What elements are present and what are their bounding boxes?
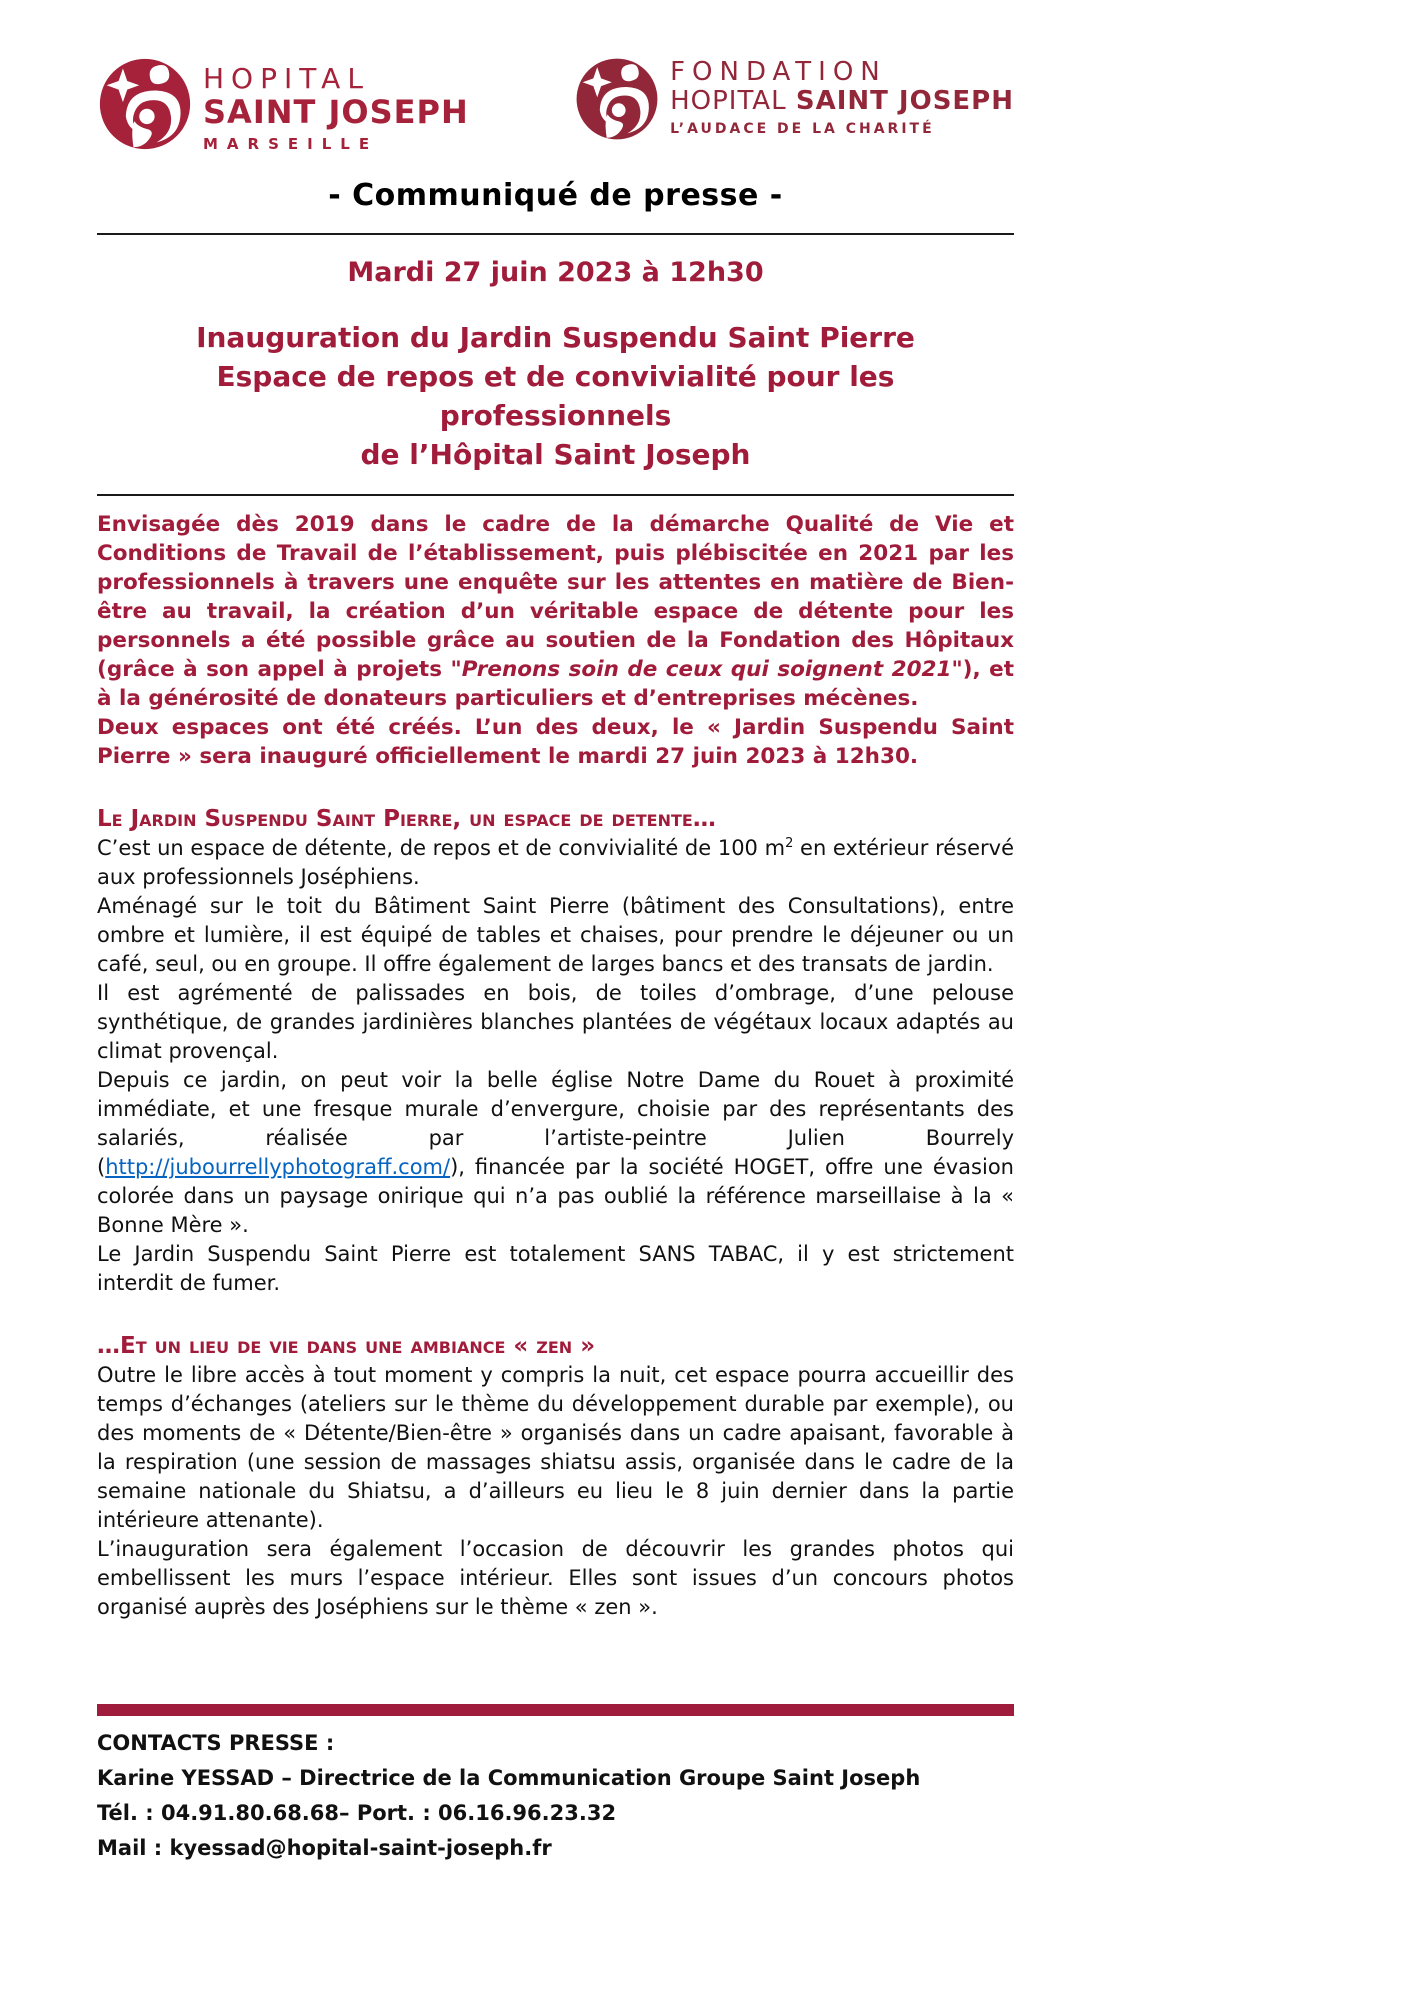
- kicker-title: - Communiqué de presse -: [328, 178, 783, 213]
- section-garden: [97, 805, 1014, 1298]
- garden-paragraph-3: Il est agrémenté de palissades en bois, de toiles d’ombrage, d’une pelouse synthétique, de grandes jardinières blanches plantées de végétaux locaux adaptés au climat provençal.: [97, 981, 1014, 1063]
- lead-p1-text-a: Envisagée dès 2019 dans le cadre de la démarche Qualité de Vie et Conditions de Travail de l’établissement, puis plébiscitée en 2021 par les professionnels à travers une enquête sur les attentes en matière de Bien-être au travail, la création d’un véritable espace de détente pour les personnels a été possible grâce au soutien de la Fondation des Hôpitaux (grâce à son appel à projets ": [97, 512, 1014, 682]
- hospital-logo-line2: SAINT JOSEPH: [203, 93, 469, 131]
- contacts-text: [97, 1726, 1014, 1866]
- hospital-logo-text: [203, 56, 469, 156]
- artist-website-link[interactable]: http://jubourrellyphotograff.com/: [105, 1155, 451, 1179]
- garden-p4-text-a: Depuis ce jardin, on peut voir la belle église Notre Dame du Rouet à proximité immédiate, et une fresque murale d’envergure, choisie par des représentants des salariés, réalisée par l’artiste-peintre Julien Bourrely (: [97, 1068, 1014, 1179]
- garden-p1-text-a: C’est un espace de détente, de repos et de convivialité de 100 m: [97, 836, 786, 860]
- fondation-logo-saint-joseph: SAINT JOSEPH: [795, 86, 1014, 116]
- contacts-heading: CONTACTS PRESSE :: [97, 1731, 335, 1755]
- fondation-logo-line1: FONDATION: [670, 57, 887, 87]
- divider-headline: [97, 494, 1014, 496]
- garden-p1-text-b: en extérieur réservé aux professionnels Joséphiens.: [97, 836, 1014, 889]
- divider-top: [97, 233, 1014, 235]
- lead-paragraphs: [97, 510, 1014, 771]
- lead-p1-italic: Prenons soin de ceux qui soignent 2021: [461, 657, 952, 682]
- main-title-line1: Inauguration du Jardin Suspendu Saint Pierre: [196, 321, 915, 354]
- hospital-logo-line1: HOPITAL: [203, 62, 370, 95]
- lead-paragraph-2: Deux espaces ont été créés. L’un des deux, le « Jardin Suspendu Saint Pierre » sera inauguré officiellement le mardi 27 juin 2023 à 12h30.: [97, 715, 1014, 769]
- contact-name: Karine YESSAD – Directrice de la Communication Groupe Saint Joseph: [97, 1766, 921, 1790]
- contact-email: Mail : kyessad@hopital-saint-joseph.fr: [97, 1836, 552, 1860]
- section-garden-body: [97, 834, 1014, 1298]
- fondation-logo-tagline: L’AUDACE DE LA CHARITÉ: [670, 121, 935, 137]
- garden-p1-superscript: 2: [785, 836, 794, 851]
- garden-p4-text-b: ), financée par la société HOGET, offre une évasion colorée dans un paysage onirique qui n’a pas oublié la référence marseillaise à la « Bonne Mère ».: [97, 1155, 1014, 1237]
- zen-paragraph-2: L’inauguration sera également l’occasion de découvrir les grandes photos qui embellissent les murs l’espace intérieur. Elles sont issues d’un concours photos organisé auprès des Joséphiens sur le thème « zen ».: [97, 1537, 1014, 1619]
- press-contacts: [97, 1704, 1014, 1866]
- section-zen-body: [97, 1361, 1014, 1622]
- main-title-line2: Espace de repos et de convivialité pour les professionnels: [216, 360, 895, 432]
- section-zen-heading: …Et un lieu de vie dans une ambiance « zen »: [97, 1333, 596, 1359]
- contact-phones: Tél. : 04.91.80.68.68– Port. : 06.16.96.23.32: [97, 1801, 617, 1825]
- hospital-logo-city: MARSEILLE: [203, 135, 379, 153]
- fondation-logo-line2: [670, 86, 1014, 116]
- fondation-logo-icon: [574, 56, 660, 142]
- document-content: [97, 0, 1014, 1866]
- garden-paragraph-4: [97, 1066, 1014, 1240]
- zen-paragraph-1: Outre le libre accès à tout moment y compris la nuit, cet espace pourra accueillir des temps d’échanges (ateliers sur le thème du développement durable par exemple), ou des moments de « Détente/Bien-être » organisés dans un cadre apaisant, favorable à la respiration (une session de massages shiatsu assis, organisée dans le cadre de la semaine nationale du Shiatsu, a d’ailleurs eu lieu le 8 juin dernier dans la partie intérieure attenante).: [97, 1363, 1014, 1532]
- main-title: [97, 318, 1014, 474]
- section-garden-heading: Le Jardin Suspendu Saint Pierre, un espace de detente…: [97, 806, 716, 832]
- fondation-logo-text: [670, 56, 1014, 140]
- event-date-heading: Mardi 27 juin 2023 à 12h30: [347, 257, 764, 288]
- hospital-logo-icon: [97, 56, 193, 152]
- contacts-divider-bar: [97, 1704, 1014, 1716]
- fondation-logo-hopital: HOPITAL: [670, 86, 787, 116]
- garden-paragraph-5: Le Jardin Suspendu Saint Pierre est totalement SANS TABAC, il y est strictement interdit de fumer.: [97, 1242, 1014, 1295]
- hospital-saint-joseph-logo: [97, 56, 469, 156]
- lead-p1-text-b: "), et à la générosité de donateurs particuliers et d’entreprises mécènes.: [97, 657, 1015, 711]
- section-zen: [97, 1332, 1014, 1622]
- garden-paragraph-2: Aménagé sur le toit du Bâtiment Saint Pierre (bâtiment des Consultations), entre ombre et lumière, il est équipé de tables et chaises, pour prendre le déjeuner ou un café, seul, ou en groupe. Il offre également de larges bancs et des transats de jardin.: [97, 894, 1014, 976]
- fondation-logo: [574, 56, 1014, 142]
- lead-paragraph-1: [97, 510, 1014, 713]
- header-logos: [97, 0, 1014, 156]
- main-title-line3: de l’Hôpital Saint Joseph: [360, 438, 751, 471]
- garden-paragraph-1: [97, 834, 1014, 892]
